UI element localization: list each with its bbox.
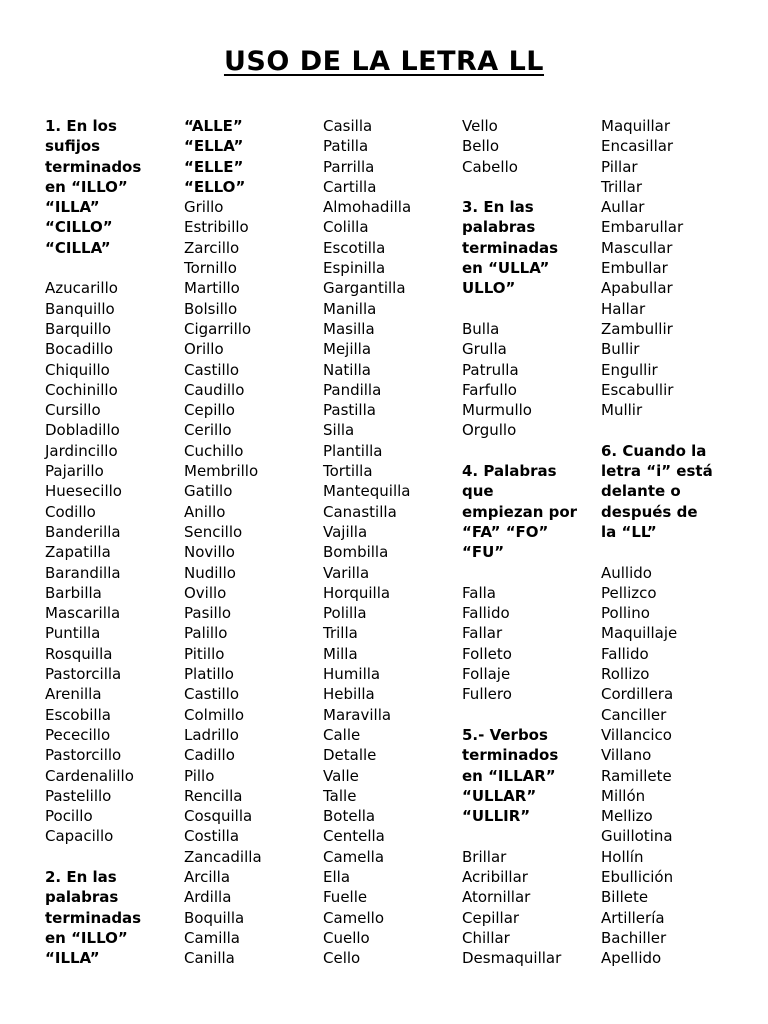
word-item: Chillar	[462, 928, 510, 947]
column-2	[184, 116, 312, 968]
word-item: Brillar	[462, 847, 507, 866]
word-item: Pastorcilla	[45, 665, 122, 684]
word-item: Espinilla	[323, 259, 386, 278]
word-item: Cuello	[323, 928, 370, 947]
word-item: Vajilla	[323, 522, 368, 541]
word-item: Mantequilla	[323, 482, 411, 501]
word-item: Artillería	[601, 908, 665, 927]
word-item: Cello	[323, 949, 361, 968]
word-item: Martillo	[184, 279, 240, 298]
rule-heading-line: empiezan por	[462, 502, 578, 521]
word-item: Horquilla	[323, 583, 391, 602]
rule-heading-line: terminados	[462, 746, 559, 765]
word-item: Villano	[601, 746, 652, 765]
word-item: Rencilla	[184, 786, 243, 805]
word-item: Mejilla	[323, 340, 372, 359]
word-item: Boquilla	[184, 908, 245, 927]
page-title	[0, 44, 768, 80]
word-item: Pocillo	[45, 807, 93, 826]
word-item: Estribillo	[184, 218, 249, 237]
column-1	[45, 116, 173, 968]
word-item: Polilla	[323, 604, 367, 623]
word-item: Cerillo	[184, 421, 232, 440]
word-item: Grillo	[184, 198, 224, 217]
word-item: Membrillo	[184, 462, 259, 481]
word-item: Jardincillo	[45, 441, 118, 460]
rule-heading-line: 6. Cuando la	[601, 441, 707, 460]
word-item: Pastelillo	[45, 786, 112, 805]
word-item: Pajarillo	[45, 462, 104, 481]
word-item: Novillo	[184, 543, 235, 562]
word-item: Escobilla	[45, 705, 111, 724]
word-item: Canciller	[601, 705, 667, 724]
rule-heading-line: palabras	[45, 888, 119, 907]
word-item: Cosquilla	[184, 807, 253, 826]
word-item: Colilla	[323, 218, 369, 237]
word-item: Cadillo	[184, 746, 235, 765]
word-item: Camilla	[184, 928, 240, 947]
word-item: Varilla	[323, 563, 370, 582]
page-title-text: USO DE LA LETRA LL	[223, 46, 545, 77]
word-item: Aullido	[601, 563, 652, 582]
rule-heading-line: 5.- Verbos	[462, 725, 548, 744]
word-item: Ella	[323, 867, 351, 886]
word-item: Ovillo	[184, 583, 227, 602]
rule-heading-line: “CILLO”	[45, 218, 113, 237]
word-item: Rosquilla	[45, 644, 113, 663]
rule-heading-line: ULLO”	[462, 279, 516, 298]
word-item: Ramillete	[601, 766, 672, 785]
word-item: Fallar	[462, 624, 503, 643]
word-item: Canastilla	[323, 502, 397, 521]
word-item: Arenilla	[45, 685, 102, 704]
word-item: Cardenalillo	[45, 766, 134, 785]
rule-heading-line: “ILLA”	[45, 198, 100, 217]
spacer-line	[45, 847, 173, 867]
rule-heading-line: “ALLE”	[184, 117, 243, 135]
word-item: Cochinillo	[45, 380, 118, 399]
word-item: Arcilla	[184, 867, 231, 886]
word-item: Millón	[601, 786, 646, 805]
spacer-line	[462, 441, 590, 461]
word-item: Nudillo	[184, 563, 236, 582]
word-item: Banderilla	[45, 522, 121, 541]
spacer-line	[462, 705, 590, 725]
word-item: Pasillo	[184, 604, 232, 623]
word-item: Silla	[323, 421, 355, 440]
rule-heading-line: en “ILLAR”	[462, 766, 556, 785]
word-item: Azucarillo	[45, 279, 118, 298]
rule-heading-line: en “ILLO”	[45, 928, 128, 947]
spacer-line	[601, 542, 729, 562]
word-item: Aullar	[601, 198, 645, 217]
word-item: Colmillo	[184, 705, 245, 724]
word-item: Maquillar	[601, 117, 671, 135]
word-item: Sencillo	[184, 522, 243, 541]
rule-heading-line: “ELLO”	[184, 177, 246, 196]
word-item: Falla	[462, 583, 496, 602]
word-item: Detalle	[323, 746, 377, 765]
word-item: Cuchillo	[184, 441, 244, 460]
rule-heading-line: “CILLA”	[45, 238, 111, 257]
word-item: Codillo	[45, 502, 96, 521]
word-item: Gargantilla	[323, 279, 406, 298]
word-item: Ardilla	[184, 888, 232, 907]
word-item: Farfullo	[462, 380, 517, 399]
word-item: Patrulla	[462, 360, 519, 379]
word-item: Valle	[323, 766, 359, 785]
word-item: Fuelle	[323, 888, 368, 907]
word-item: Canilla	[184, 949, 235, 968]
word-item: Acribillar	[462, 867, 528, 886]
word-item: Zambullir	[601, 319, 673, 338]
word-item: Milla	[323, 644, 358, 663]
word-item: Camella	[323, 847, 385, 866]
word-item: Pitillo	[184, 644, 225, 663]
spacer-line	[45, 258, 173, 278]
word-item: Trilla	[323, 624, 358, 643]
column-4	[462, 116, 590, 968]
rule-heading-line: sufijos	[45, 137, 101, 156]
word-item: Zancadilla	[184, 847, 262, 866]
word-item: Tortilla	[323, 462, 373, 481]
word-item: Vello	[462, 117, 498, 135]
rule-heading-line: “ELLA”	[184, 137, 244, 156]
rule-heading-line: “FA” “FO”	[462, 522, 549, 541]
word-item: Masilla	[323, 319, 375, 338]
rule-heading-line: 2. En las	[45, 867, 117, 886]
word-item: Gatillo	[184, 482, 233, 501]
word-item: Mellizo	[601, 807, 653, 826]
word-item: Mascarilla	[45, 604, 121, 623]
word-item: Pececillo	[45, 725, 111, 744]
word-item: Escotilla	[323, 238, 386, 257]
word-item: Bocadillo	[45, 340, 114, 359]
rule-heading-line: terminadas	[45, 908, 142, 927]
rule-heading-line: en “ULLA”	[462, 259, 550, 278]
spacer-line	[462, 299, 590, 319]
word-item: Pellizco	[601, 583, 657, 602]
word-item: Natilla	[323, 360, 371, 379]
word-item: Embullar	[601, 259, 668, 278]
word-item: Capacillo	[45, 827, 114, 846]
word-item: Rollizo	[601, 665, 650, 684]
rule-heading-line: 4. Palabras	[462, 462, 557, 481]
word-item: Fullero	[462, 685, 512, 704]
word-item: Centella	[323, 827, 385, 846]
word-item: Apellido	[601, 949, 662, 968]
word-item: Guillotina	[601, 827, 673, 846]
word-item: Trillar	[601, 177, 642, 196]
word-item: Parrilla	[323, 157, 375, 176]
word-item: Bombilla	[323, 543, 389, 562]
word-item: Caudillo	[184, 380, 245, 399]
word-item: Patilla	[323, 137, 369, 156]
word-item: Apabullar	[601, 279, 673, 298]
word-item: Dobladillo	[45, 421, 120, 440]
word-item: Castillo	[184, 360, 240, 379]
word-item: Barquillo	[45, 319, 112, 338]
rule-heading-line: “ELLE”	[184, 157, 244, 176]
word-item: Bello	[462, 137, 500, 156]
rule-heading-line: letra “i” está	[601, 462, 713, 481]
word-item: Bolsillo	[184, 299, 238, 318]
word-item: Hebilla	[323, 685, 375, 704]
word-item: Fallido	[601, 644, 649, 663]
word-item: Bulla	[462, 319, 500, 338]
word-item: Ladrillo	[184, 725, 239, 744]
word-item: Cordillera	[601, 685, 674, 704]
word-item: Cartilla	[323, 177, 377, 196]
word-item: Platillo	[184, 665, 234, 684]
word-item: Pillar	[601, 157, 638, 176]
word-item: Palillo	[184, 624, 228, 643]
spacer-line	[601, 420, 729, 440]
rule-heading-line: que	[462, 482, 494, 501]
word-item: Barandilla	[45, 563, 121, 582]
rule-heading-line: “ULLIR”	[462, 807, 531, 826]
word-item: Pastorcillo	[45, 746, 122, 765]
spacer-line	[462, 826, 590, 846]
word-item: Grulla	[462, 340, 507, 359]
rule-heading-line: palabras	[462, 218, 536, 237]
word-item: Encasillar	[601, 137, 674, 156]
word-item: Tornillo	[184, 259, 237, 278]
word-item: Escabullir	[601, 380, 674, 399]
word-item: Botella	[323, 807, 376, 826]
word-item: Follaje	[462, 665, 511, 684]
word-item: Pandilla	[323, 380, 382, 399]
word-item: Pastilla	[323, 401, 376, 420]
column-3	[323, 116, 451, 968]
word-item: Puntilla	[45, 624, 101, 643]
word-item: Pillo	[184, 766, 215, 785]
word-item: Camello	[323, 908, 385, 927]
word-item: Desmaquillar	[462, 949, 562, 968]
word-item: Humilla	[323, 665, 381, 684]
rule-heading-line: después de	[601, 502, 698, 521]
word-item: Cursillo	[45, 401, 101, 420]
rule-heading-line: 1. En los	[45, 117, 117, 135]
spacer-line	[462, 563, 590, 583]
word-item: Anillo	[184, 502, 226, 521]
word-item: Talle	[323, 786, 357, 805]
word-item: Costilla	[184, 827, 240, 846]
word-item: Murmullo	[462, 401, 532, 420]
rule-heading-line: “ILLA”	[45, 949, 100, 968]
word-item: Villancico	[601, 725, 672, 744]
word-item: Zapatilla	[45, 543, 111, 562]
word-item: Atornillar	[462, 888, 531, 907]
word-item: Mascullar	[601, 238, 673, 257]
word-item: Cabello	[462, 157, 518, 176]
rule-heading-line: 3. En las	[462, 198, 534, 217]
word-item: Hollín	[601, 847, 644, 866]
word-item: Casilla	[323, 117, 373, 135]
word-item: Maravilla	[323, 705, 392, 724]
rule-heading-line: la “LL”	[601, 522, 657, 541]
word-item: Engullir	[601, 360, 658, 379]
word-item: Bullir	[601, 340, 640, 359]
rule-heading-line: terminados	[45, 157, 142, 176]
word-item: Fallido	[462, 604, 510, 623]
word-item: Maquillaje	[601, 624, 678, 643]
word-item: Hallar	[601, 299, 646, 318]
word-item: Almohadilla	[323, 198, 412, 217]
word-item: Cepillo	[184, 401, 235, 420]
word-item: Orillo	[184, 340, 224, 359]
word-item: Plantilla	[323, 441, 383, 460]
word-item: Banquillo	[45, 299, 115, 318]
column-5	[601, 116, 729, 968]
word-item: Cigarrillo	[184, 319, 252, 338]
rule-heading-line: “ULLAR”	[462, 786, 537, 805]
word-item: Calle	[323, 725, 361, 744]
word-item: Barbilla	[45, 583, 102, 602]
spacer-line	[462, 177, 590, 197]
word-item: Pollino	[601, 604, 650, 623]
rule-heading-line: en “ILLO”	[45, 177, 128, 196]
word-item: Zarcillo	[184, 238, 240, 257]
word-item: Mullir	[601, 401, 643, 420]
word-item: Cepillar	[462, 908, 520, 927]
word-item: Castillo	[184, 685, 240, 704]
word-item: Manilla	[323, 299, 377, 318]
word-item: Folleto	[462, 644, 512, 663]
rule-heading-line: “FU”	[462, 543, 505, 562]
word-item: Embarullar	[601, 218, 684, 237]
word-item: Orgullo	[462, 421, 517, 440]
rule-heading-line: delante o	[601, 482, 681, 501]
word-item: Huesecillo	[45, 482, 122, 501]
rule-heading-line: terminadas	[462, 238, 559, 257]
word-item: Billete	[601, 888, 649, 907]
word-item: Bachiller	[601, 928, 667, 947]
word-item: Chiquillo	[45, 360, 110, 379]
word-item: Ebullición	[601, 867, 674, 886]
